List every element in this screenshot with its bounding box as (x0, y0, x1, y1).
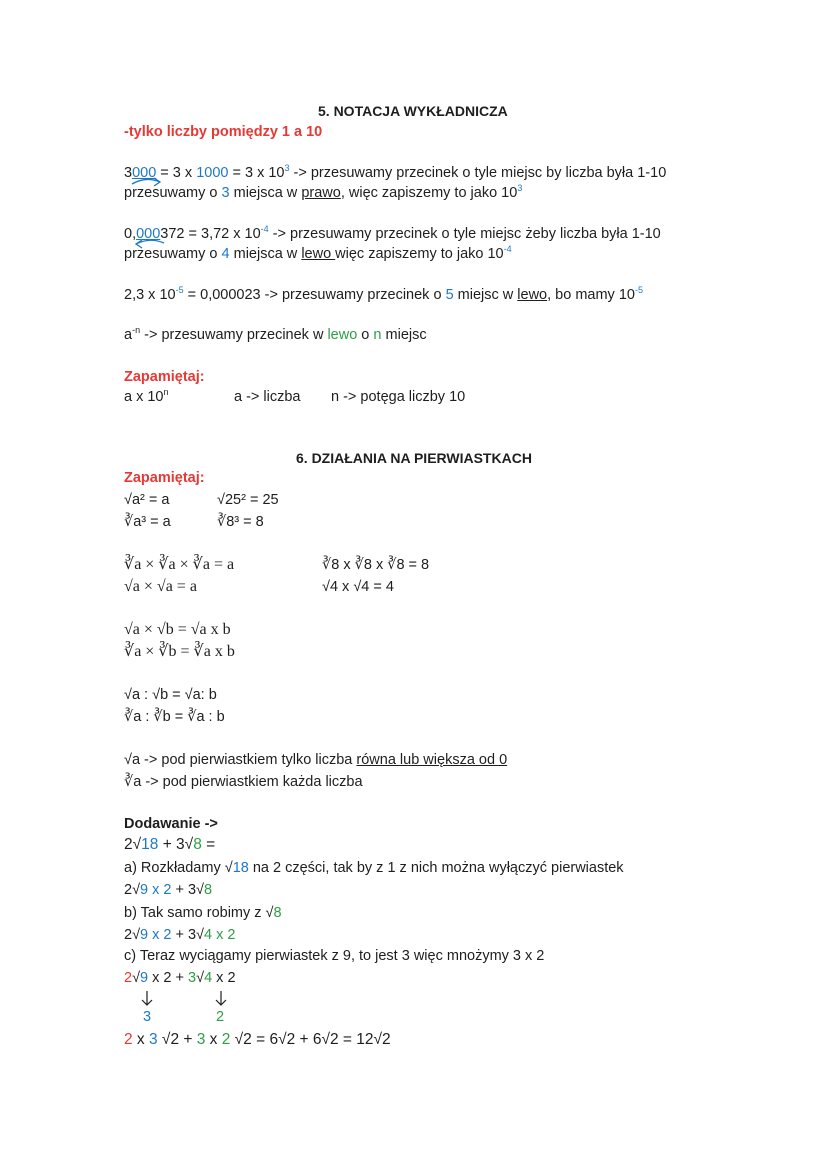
root-note-1 (124, 751, 507, 769)
text: + 3√ (171, 927, 205, 943)
addition-step-a (124, 859, 624, 877)
text: + 3√ (158, 836, 194, 853)
text: przesuwamy o (124, 246, 222, 262)
text: + 3√ (171, 882, 205, 898)
text: miejsca w (229, 246, 302, 262)
section-5-title: 5. NOTACJA WYKŁADNICZA (318, 103, 508, 119)
variable-highlight: n (373, 327, 382, 343)
root-example-2: ∛8³ = 8 (217, 514, 264, 530)
zeros-highlight: 000 (136, 226, 161, 242)
text: a) Rozkładamy √ (124, 860, 233, 876)
coefficient: 3 (196, 1031, 206, 1048)
remember-formula (124, 388, 169, 406)
text: = (201, 836, 216, 853)
remember-a-def: a -> liczba (234, 389, 301, 405)
radicand: 8 (193, 836, 202, 853)
addition-line-2 (124, 881, 212, 899)
text: x 2 + (148, 970, 189, 986)
direction: lewo (301, 246, 336, 262)
arrow-down-icon (213, 990, 229, 1010)
section-5-subtitle: -tylko liczby pomiędzy 1 a 10 (124, 124, 323, 140)
text: 0, (124, 226, 137, 242)
radicand: 8 (204, 882, 213, 898)
addition-line-3 (124, 926, 235, 944)
example-2-line-2 (124, 245, 512, 263)
text: √2 = 6√2 + 6√2 = 12√2 (230, 1031, 391, 1048)
text: a (124, 327, 133, 343)
addition-line-4 (124, 969, 236, 987)
factor: 2 (221, 1031, 231, 1048)
text: 2√ (124, 927, 141, 943)
text: 3 (124, 165, 133, 181)
text: -> przesuwamy przecinek o tyle miejsc by liczba była 1-10 (289, 165, 667, 181)
exponent: -5 (634, 285, 643, 295)
number-highlight: 1000 (196, 165, 229, 181)
root-rule-4: √a × √a = a (124, 578, 197, 595)
radicand: 9 (140, 970, 149, 986)
exponent: -n (132, 325, 141, 335)
text: √a -> pod pierwiastkiem tylko liczba (124, 752, 357, 768)
text: x (132, 1031, 149, 1048)
exponent: -4 (503, 244, 512, 254)
text: 10 (268, 165, 285, 181)
coefficient: 3 (188, 970, 197, 986)
text: więc zapiszemy to jako 10 (335, 246, 504, 262)
text: miejsc w (453, 287, 518, 303)
direction-highlight: lewo (327, 327, 358, 343)
coefficient: 2 (124, 1031, 133, 1048)
addition-step-b (124, 904, 282, 922)
remember-heading: Zapamiętaj: (124, 369, 205, 385)
number-highlight: 5 (445, 287, 454, 303)
radicand: 18 (141, 836, 159, 853)
root-rule-3: ∛a × ∛a × ∛a = a (124, 556, 235, 573)
remember-heading-2: Zapamiętaj: (124, 470, 205, 486)
text: przesuwamy o (124, 185, 222, 201)
root-example-4: √4 x √4 = 4 (322, 579, 394, 595)
text: 372 = 3,72 x 10 (160, 226, 261, 242)
addition-step-c: c) Teraz wyciągamy pierwiastek z 9, to jest 3 więc mnożymy 3 x 2 (124, 948, 545, 964)
root-rule-6: ∛a × ∛b = ∛a x b (124, 643, 235, 660)
text: o (357, 327, 374, 343)
remember-n-def: n -> potęga liczby 10 (331, 389, 466, 405)
addition-result (124, 1031, 391, 1049)
text: = 3 x (156, 165, 197, 181)
text: √2 + (157, 1031, 197, 1048)
extracted-root-2: 2 (216, 1009, 225, 1025)
text: b) Tak samo robimy z √ (124, 905, 274, 921)
example-4 (124, 326, 427, 344)
exponent: 3 (517, 183, 523, 193)
exponent: -5 (175, 285, 184, 295)
text: = 3 x (228, 165, 269, 181)
radicand: 9 x 2 (140, 882, 172, 898)
radicand: 9 x 2 (140, 927, 172, 943)
addition-heading: Dodawanie -> (124, 816, 218, 832)
exponent: n (163, 387, 169, 397)
text: -> przesuwamy przecinek w (140, 327, 328, 343)
text: 2√ (124, 882, 141, 898)
direction: prawo (301, 185, 341, 201)
root-rule-2: ∛a³ = a (124, 514, 171, 530)
text: 2√ (124, 836, 142, 853)
radicand: 18 (232, 860, 249, 876)
root-rule-5: √a × √b = √a x b (124, 621, 231, 638)
exponent: 3 (284, 163, 290, 173)
zeros-highlight: 000 (132, 165, 157, 181)
root-example-1: √25² = 25 (217, 492, 279, 508)
root-rule-7: √a : √b = √a: b (124, 687, 217, 703)
example-1-line-1 (124, 164, 666, 182)
text: na 2 części, tak by z 1 z nich można wyłączyć pierwiastek (248, 860, 624, 876)
root-symbol: √ (196, 970, 205, 986)
text: a x 10 (124, 389, 164, 405)
text: miejsca w (229, 185, 302, 201)
root-example-3: ∛8 x ∛8 x ∛8 = 8 (322, 557, 430, 573)
radicand: 8 (273, 905, 282, 921)
example-2-line-1 (124, 225, 661, 243)
section-6-title: 6. DZIAŁANIA NA PIERWIASTKACH (296, 450, 532, 466)
addition-line-1 (124, 836, 215, 854)
root-note-2: ∛a -> pod pierwiastkiem każda liczba (124, 774, 363, 790)
text: x (205, 1031, 222, 1048)
text: miejsc (381, 327, 427, 343)
text: = 0,000023 -> przesuwamy przecinek o (183, 287, 446, 303)
root-symbol: √ (132, 970, 141, 986)
factor: 3 (149, 1031, 158, 1048)
direction: lewo (517, 287, 548, 303)
extracted-root-3: 3 (143, 1009, 152, 1025)
arrow-down-icon (139, 990, 155, 1010)
coefficient: 2 (124, 970, 133, 986)
text: 2,3 x 10 (124, 287, 176, 303)
radicand: 4 (204, 970, 213, 986)
radicand: 4 x 2 (204, 927, 236, 943)
number-highlight: 3 (221, 185, 230, 201)
condition: równa lub większa od 0 (356, 752, 508, 768)
example-3 (124, 286, 643, 304)
root-rule-8: ∛a : ∛b = ∛a : b (124, 709, 225, 725)
text: , więc zapiszemy to jako 10 (340, 185, 518, 201)
text: -> przesuwamy przecinek o tyle miejsc żeby liczba była 1-10 (268, 226, 661, 242)
root-rule-1: √a² = a (124, 492, 170, 508)
exponent: -4 (260, 224, 269, 234)
number-highlight: 4 (221, 246, 230, 262)
text: x 2 (212, 970, 236, 986)
text: , bo mamy 10 (547, 287, 635, 303)
example-1-line-2 (124, 184, 522, 202)
